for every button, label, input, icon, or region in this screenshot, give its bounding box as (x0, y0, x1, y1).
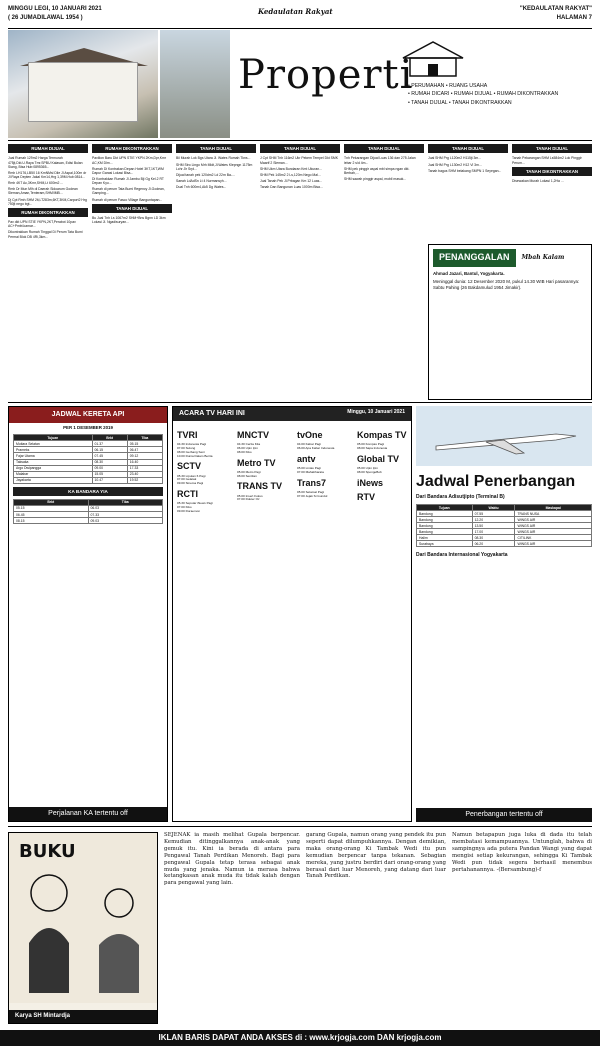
station-logo: RTV (357, 491, 375, 502)
table-row: Bandung 07.55 TRANS NUSA (417, 511, 592, 517)
classified-col-1 (8, 144, 88, 400)
tv-date: Minggu, 10 Januari 2021 (347, 409, 405, 415)
flight-table (416, 504, 592, 547)
classified-ad: SHM Stro Lingo Mrh Mldt,Jl.Wates Klepngn 1175m Lchr Jlr Srpl... (176, 162, 253, 171)
mid-rule (8, 402, 592, 403)
banner-rule (8, 140, 592, 141)
obituary-box (428, 244, 592, 400)
classified-ad: Dijual tanah pek 120dm2 Ld 22m Ba-... (176, 172, 235, 177)
flight-footer: Penerbangan tertentu off (416, 808, 592, 822)
classified-ad: Rumah Di Kontrakan Depan Hotel 3KT,1KT,WM Dapur Garasi Lokasi Bisa... (92, 166, 164, 175)
classified-ad: Bil Murah Lok Bgs Utara Jl. Wates Rumah Tkns... (176, 156, 251, 161)
classified-col-7 (512, 144, 592, 240)
bandara-table: Brkt Tiba 05.15 06.03 06.45 07.33 08.15 09.03 (13, 499, 163, 524)
section-title: Properti (238, 52, 414, 98)
comic-art (9, 833, 158, 1003)
classified-ad: Dikontrakkan Rumah Tinggal Di Perum Tata Bumi Permai Blok DB 4Ri,3km... (8, 230, 83, 239)
cartoon-caption: Karya SH Mintardja (9, 1010, 157, 1023)
station-logo: iNews (357, 477, 384, 488)
flight-subtitle-1: Dari Bandara Adisutjipto (Terminal B) (416, 494, 505, 501)
classified-ad: Dj Cpt Rmh SHM 2lt,LT283m,6KT,3KM,Carport2 Hrg 750jt nego bgt... (8, 197, 87, 206)
station-logo: TRANS TV (237, 481, 282, 492)
issue-date: MINGGU LEGI, 10 JANUARI 2021 (8, 6, 102, 12)
classified-ad: Pav dkt UPN STIE YKPN,2KT,Perabot 10pav AC+Pmbt.kamar... (8, 220, 76, 229)
classified-col-3 (176, 144, 256, 400)
flight-col-header: Tujuan (417, 505, 473, 511)
classified-ad: Disewakan Murah Lokasi 1,2Ha ... (512, 179, 564, 184)
house-photo (8, 30, 158, 138)
bottom-banner[interactable]: IKLAN BARIS DAPAT ANDA AKSES di : www.krjogja.com DAN krjogja.com (0, 1030, 600, 1046)
section-header: TANAH DIJUAL (92, 204, 172, 213)
section-header: TANAH DIJUAL (176, 144, 256, 153)
section-header: RUMAH DIKONTRAKKAN (92, 144, 172, 153)
table-row: Halim 08.30 CITILINK (417, 535, 592, 541)
station-logo: Trans7 (297, 477, 327, 488)
classified-col-5 (344, 144, 424, 400)
table-row: Bandung 13.50 WINGS AIR (417, 523, 592, 529)
train-subtitle: PER 1 DESEMBER 2019 (63, 425, 113, 431)
page-number: HALAMAN 7 (556, 15, 592, 21)
section-header: TANAH DIJUAL (344, 144, 424, 153)
table-row: Surabaya 06.20 WINGS AIR (417, 541, 592, 547)
classified-ad: Rmh LH176,LB50 16 KmNMsl Dile Jl Aspal,100m dr Jl Raya Depten Jakal Km14,Hrg 1,39M.Hub:0814... (8, 170, 87, 179)
classified-col-6 (428, 144, 508, 240)
classified-ad: Jual Tanah Pek Jl.Prbagan Km 12 Luas... (260, 178, 323, 183)
station-logo: Kompas TV (357, 430, 407, 440)
properti-banner (8, 30, 592, 138)
section-header: TANAH DIKONTRAKKAN (512, 167, 592, 176)
classified-ad: Rmh 4KT Ac,3Kmr,SHM,Lt 600m2 ... (8, 181, 64, 186)
train-footer: Perjalanan KA tertentu off (9, 807, 167, 821)
tv-column: tvOne 04.00 Kabar Pagi 06.00 Apa Kabar Indonesia antv 05.00 Lintas Pagi 07.00 Mahabharata Trans7 05.00 Selamat Pagi 07.00 Jejak Si Gundul (297, 427, 353, 819)
classified-ad: SHM Pek 145m2 2 Ls,120m Nego Mal... (260, 172, 321, 177)
station-logo: tvOne (297, 430, 323, 440)
classified-ad: Rmh Dr Mun Mlh di Daerah Sidoarum Godean Sleman,Aman,Tenteram,SHM/IMB... (8, 187, 78, 196)
tv-header (173, 407, 411, 421)
classified-ad: Dual Tnh 600m4,Ak5 Dg Wates... (176, 185, 227, 190)
paper-name: "KEDAULATAN RAKYAT" (519, 6, 592, 12)
house-facade (28, 62, 138, 122)
station-logo: Metro TV (237, 457, 276, 468)
station-logo: TVRI (177, 430, 198, 440)
train-table: Tujuan Brkt Tiba Mutiara Selatan 01.37 05.15 Prameks 06.15 06.47 Fajar Utama 07.45 09.12 Taksaka 08.30 16.40 Argo Dwipangga 09.00 17.33 Malabar 15.05 23.40 Jayakarta 10.47 19.52 (13, 434, 163, 483)
classified-ad: SHM pek pinggir aspal mbl simpa ngan dkt. Berbah,... (344, 166, 410, 175)
deceased-name: Ahmad Jazari, Bantul, Yogyakarta. (433, 270, 505, 276)
table-row: Bandung 12.20 WINGS AIR (417, 517, 592, 523)
svg-text:BUKU: BUKU (19, 841, 76, 862)
masthead-logo: Kedaulatan Rakyat (258, 7, 333, 16)
story-rule (8, 826, 592, 827)
building-photo (160, 30, 230, 138)
obituary-name: Mbah Kalam (521, 253, 565, 261)
flight-title: Jadwal Penerbangan (416, 473, 576, 491)
ka-bandara-header: KA BANDARA YIA (13, 487, 163, 496)
section-header: TANAH DIJUAL (260, 144, 340, 153)
category-list (408, 82, 592, 107)
page-header (8, 6, 592, 28)
tv-column: TVRI 04.30 Indonesia Pagi 07.00 Sulung 08.00 Gerbang Seni 10.00 Dunia Dalam Berita SCTV 05.30 Liputan 6 Pagi 07.00 Gelatak 09.00 Sinema Pagi RCTI 05.30 Seputar iNews Pagi 07.00 Kiko 09.00 Doraemon (177, 427, 233, 819)
airplane-icon (416, 406, 592, 466)
station-logo: MNCTV (237, 430, 269, 440)
classified-col-2 (92, 144, 172, 400)
category-line: • TANAH DIJUAL • TANAH DIKONTRAKKAN (408, 99, 512, 106)
category-line: • PERUMAHAN • RUANG USAHA (408, 83, 488, 89)
train-title: JADWAL KERETA API (9, 407, 167, 423)
classified-ad: J Cpt SHM Tnh 116m2 Ukr Pekem Tempel Dkt SMK Maarif 2 Sleman... (260, 156, 339, 165)
classified-ad: Rumah di perum Fasco Village Banguntapan... (92, 197, 163, 202)
house-icon (398, 38, 468, 78)
classified-ad: Jual Rumah 129m2 Harga Termurah 475jt,Dkt.U.Raya Tmr.SPBU Kalasan, Edisi Bulan Siang, Bisa Hub:0895365... (8, 156, 83, 169)
classified-ad: Jual SHM Prg L130m2 H12 Vl 3m... (428, 162, 482, 167)
classified-ad: Tanah Pekarangan SHM Ls584m2 Lok Pinggir Perum... (512, 156, 582, 165)
classified-col-4 (260, 144, 340, 400)
header-rule (8, 28, 592, 29)
classified-ad: SHM Ukm Utara Bundaran Kmt Ukuran... (260, 166, 322, 171)
section-header: RUMAH DIKONTRAKKAN (8, 208, 88, 217)
story-column-1: SEJENAK ia masih melihat Gupala berpencar. Kemudian ditinggalkannya anak-anak yang gemuk itu. Kini ia berada di antara para Pengawal Tanah Perdikan Menoreh. Bagi para pengawal Gupala tetap terasa sebagai anak muda yang jenaka. Namun ia merasa bahwa ketangkasan anak muda itu tidak kalah dengan para pengawal yang lain. (164, 832, 300, 887)
classified-ad: Tnh Pekarangan Dijual Luas 136 dan 275 Jalan lebar 2 s/d 4m... (344, 156, 416, 165)
obituary-header: PENANGGALAN (433, 249, 516, 267)
station-logo: RCTI (177, 489, 198, 500)
flight-col-header: Maskapai (515, 505, 592, 511)
classified-ad: SHM sawah pinggir aspal, mobil masuk... (344, 176, 407, 181)
classified-ad: Pavilion Baru Dkt UPN STIE YKPN 2Km,Dpr,Kmr AC,KM Dlm... (92, 156, 166, 165)
classified-ad: Jual SHM Prg L120m2 H115jt 3m... (428, 156, 482, 161)
tv-schedule (172, 406, 412, 822)
flight-schedule (416, 406, 592, 822)
category-line: • RUMAH DICARI • RUMAH DIJUAL • RUMAH DIKONTRAKKAN (408, 91, 559, 98)
flight-col-header: Waktu (472, 505, 515, 511)
classified-ad: Saeah LdAdSn Lt 4 Nurmansyh... (176, 178, 227, 183)
cartoon-illustration (8, 832, 158, 1024)
classified-ad: Bu Jual Tnh Ls 1067m2 SHM+Bns Bgnn LD 3km Lokasi Jl. Ngadisuryan... (92, 216, 166, 225)
tv-column: Kompas TV 05.00 Kompas Pagi 08.00 Sapa Indonesia Global TV 05.00 Upin Ipin 08.00 SpongeBob iNews RTV (357, 427, 409, 819)
jumadil-date: ( 26 JUMADILAWAL 1954 ) (8, 15, 83, 21)
station-logo: antv (297, 453, 316, 464)
classified-ad: Rumah di perum Tata Bumi Regency Jl.Godean, Gamping... (92, 187, 165, 196)
flight-subtitle-2: Dari Bandara Internasional Yogyakarta (416, 552, 508, 559)
story-column-2: garang Gupala, namun orang yang pendek itu pun seperti dapat dilumpuhkannya. Dengan demikian, maka orang-orang Ki Tambak Wedi itu pun kemudian berpencar tanpa tekanan. Sebagian mereka, yang justru berdiri dari orang-orang yang berasal dari luar Menoreh, yang datang dari luar Tanah Perdikan. (306, 832, 446, 880)
station-logo: Global TV (357, 453, 400, 464)
section-header: RUMAH DIJUAL (8, 144, 88, 153)
tv-title: ACARA TV HARI INI (179, 410, 245, 417)
section-header: TANAH DIJUAL (512, 144, 592, 153)
train-schedule (8, 406, 168, 822)
table-row: Bandung 17.00 WINGS AIR (417, 529, 592, 535)
classified-ad: Tanah Dan Bangunan Luas 1000m Bisa... (260, 185, 323, 190)
section-header: TANAH DIJUAL (428, 144, 508, 153)
story-column-3: Namun betapapun juga luka di dada itu telah membatasi kemampuannya. Untunglah, bahwa di sampingnya ada putera Pandan Wangi yang dapat mengisi setiap kekurangan, sehingga Ki Tambak Wedi pun tidak segera berhasil menembus pertahanannya. -(Bersambung)-f (452, 832, 592, 873)
tv-column: MNCTV 04.30 Cerita Kita 06.00 Upin Ipin 08.00 Kiko Metro TV 05.00 Metro Pagi 08.00 Sentilan TRANS TV 05.00 Insert Fokus 07.00 Dokter Oz (237, 427, 293, 819)
classified-ad: Di Kontrakkan Rumah Jl Jambu Bji Gg Kel.2 RT Depan Kyu... (92, 176, 164, 186)
classified-ad: Tanah bagus SHM belakang SMPN 1 Seyegan... (428, 168, 502, 173)
station-logo: SCTV (177, 461, 202, 472)
obituary-text: Meninggal dunia: 12 Desember 2020 M, pukul 14.30 WIB Hari pasarannya: Sabtu Pahing (26 Bakdamulud 1954 Jimakir). (433, 279, 580, 291)
